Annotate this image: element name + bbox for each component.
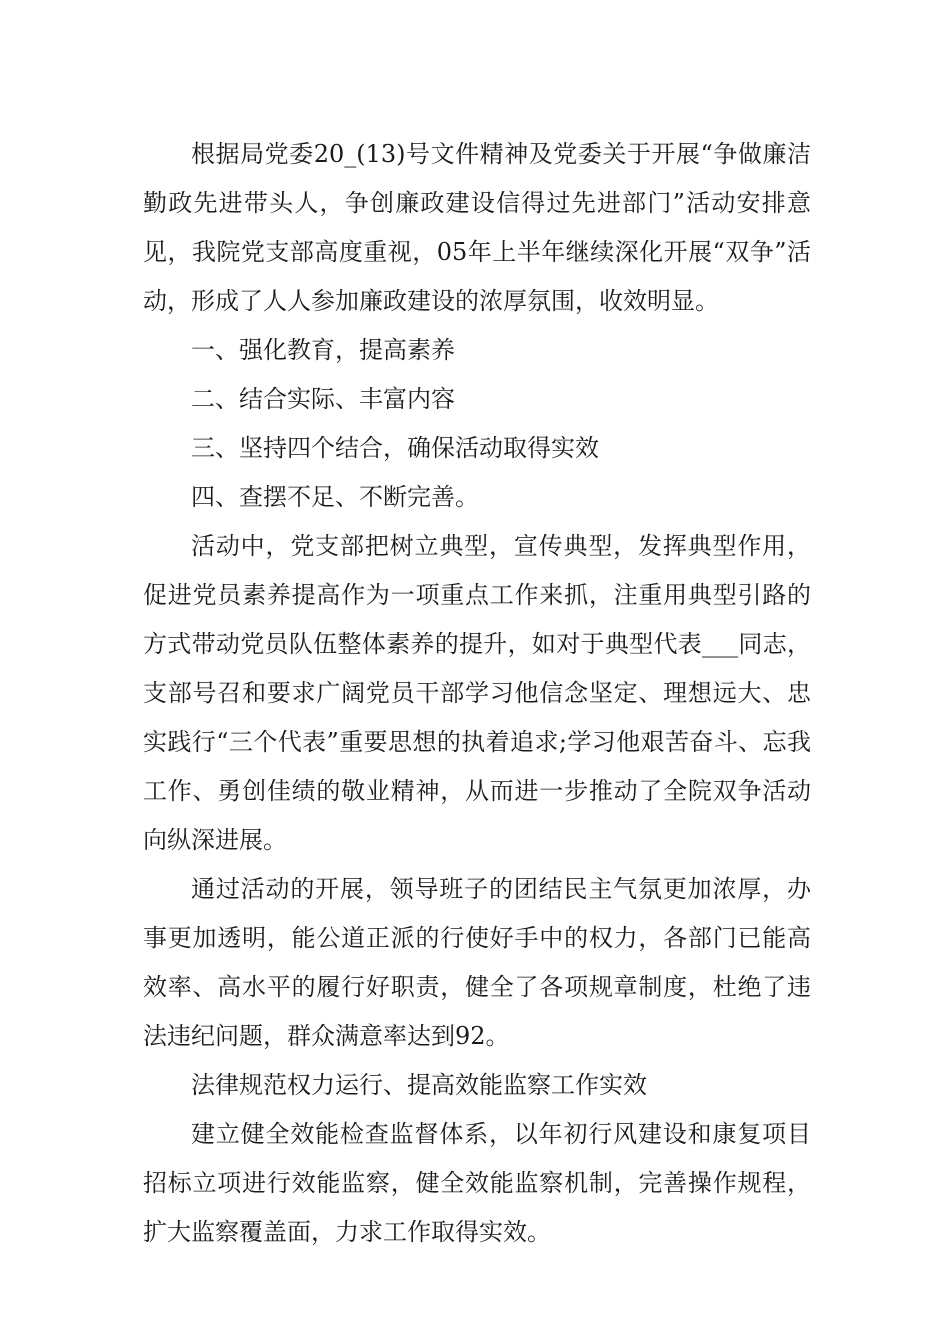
paragraph-supervision: 建立健全效能检查监督体系，以年初行风建设和康复项目招标立项进行效能监察，健全效能监察机制，完善操作规程，扩大监察覆盖面，力求工作取得实效。 [143, 1120, 811, 1246]
paragraph-results: 通过活动的开展，领导班子的团结民主气氛更加浓厚，办事更加透明，能公道正派的行使好手中的权力，各部门已能高效率、高水平的履行好职责，健全了各项规章制度，杜绝了违法违纪问题，群众满意率达到92。 [143, 875, 811, 1050]
section-heading-3: 三、坚持四个结合，确保活动取得实效 [191, 434, 599, 462]
section-heading-4: 四、查摆不足、不断完善。 [191, 483, 479, 511]
paragraph-typical-example: 活动中，党支部把树立典型，宣传典型，发挥典型作用，促进党员素养提高作为一项重点工作来抓，注重用典型引路的方式带动党员队伍整体素养的提升，如对于典型代表___同志，支部号召和要求广阔党员干部学习他信念坚定、理想远大、忠实践行“三个代表”重要思想的执着追求;学习他艰苦奋斗、忘我工作、勇创佳绩的敬业精神，从而进一步推动了全院双争活动向纵深进展。 [143, 532, 811, 854]
section-heading-2: 二、结合实际、丰富内容 [191, 385, 455, 413]
document-body [143, 130, 811, 1257]
paragraph-intro: 根据局党委20_(13)号文件精神及党委关于开展“争做廉洁勤政先进带头人，争创廉政建设信得过先进部门”活动安排意见，我院党支部高度重视，05年上半年继续深化开展“双争”活动，形成了人人参加廉政建设的浓厚氛围，收效明显。 [143, 140, 811, 315]
section-heading-law: 法律规范权力运行、提高效能监察工作实效 [191, 1071, 647, 1099]
section-heading-1: 一、强化教育，提高素养 [191, 336, 455, 364]
